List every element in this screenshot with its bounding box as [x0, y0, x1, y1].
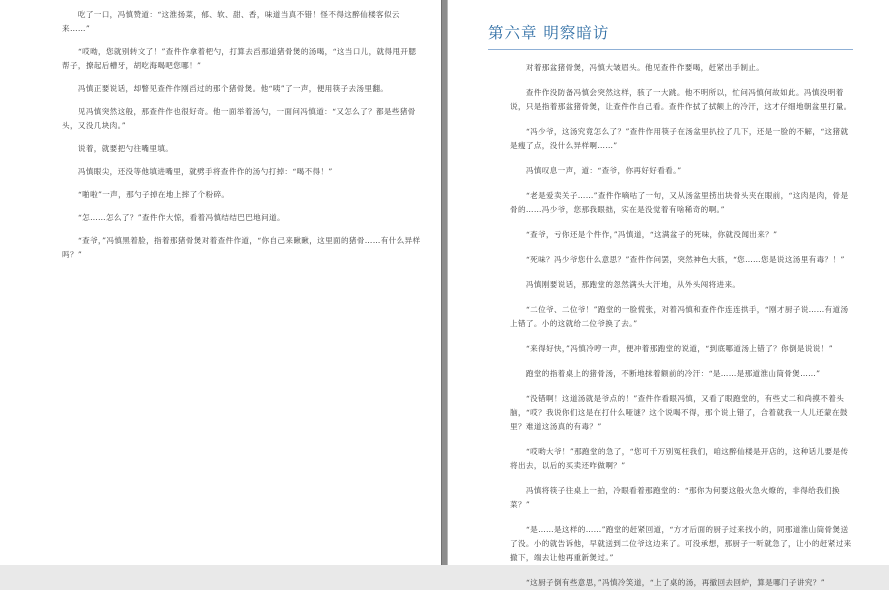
paragraph: 冯慎眼尖，还没等他填进嘴里，就劈手将查件作的汤勺打掉：“喝不得！” — [62, 167, 333, 176]
paragraph: “查爷，亏你还是个件作，”冯慎道，“这满盆子的死味，你就没闻出来？” — [510, 230, 778, 239]
paragraph: “没错啊！这道汤就是爷点的！”查件作看眼冯慎，又看了眼跑堂的，有些丈二和尚摸不着头脑，“哎？我说你们这是在打什么哑谜？这个说喝不得，那个说上错了，合着就我一人儿还蒙在鼓里？难道这汤真的有毒？” — [510, 394, 848, 431]
paragraph: “啪啦”一声，那勺子掉在地上摔了个粉碎。 — [62, 190, 230, 199]
paragraph: 冯慎正要说话，却瞥见查件作刚舀过的那个猪骨煲。他“咦”了一声，便用筷子去汤里翻。 — [62, 84, 389, 93]
paragraph: 冯慎刚要说话，那跑堂的忽然满头大汗地，从外头闯将进来。 — [510, 280, 741, 289]
paragraph: “二位爷、二位爷！”跑堂的一脸慌张，对着冯慎和查件作连连拱手，“刚才厨子说……有道汤上错了。小的这就给二位爷换了去。” — [510, 305, 849, 328]
paragraph: “查爷，”冯慎黑着脸，指着那猪骨煲对着查件作道，“你自己来瞅瞅，这里面的猪骨……有什么异样吗？” — [62, 236, 421, 259]
paragraph: 冯慎叹息一声，道：“查爷，你再好好看看。” — [510, 166, 682, 175]
paragraph: “死味？冯少爷您什么意思？”查件作问罢，突然神色大骇，“您……您是说这汤里有毒？！” — [510, 255, 845, 264]
paragraph: 跑堂的指着桌上的猪骨汤，不断地抹着额前的冷汗：“是……是那道淮山筒骨煲……” — [510, 369, 821, 378]
right-page — [448, 0, 889, 587]
paragraph: “这厨子倒有些意思，”冯慎冷笑道，“上了桌的汤，再撤回去回炉，算是哪门子讲究？” — [510, 578, 825, 587]
paragraph: 查件作没防备冯慎会突然这样，骇了一大跳。他不明所以，忙问冯慎何故如此。冯慎没明着说，只是指着那盆猪骨煲，让查件作自己看。查件作拭了拭额上的冷汗，这才仔细地朝盆里打量。 — [510, 88, 852, 111]
paragraph: “怎……怎么了？”查件作大惊，看着冯慎结结巴巴地问道。 — [62, 213, 285, 222]
paragraph: “哎哟大爷！”那跑堂的急了，“您可千万别冤枉我们，咱这醉仙楼是开店的，这种话儿要是传将出去，以后的买卖还咋做啊？” — [510, 447, 849, 470]
paragraph: “冯少爷，这汤究竟怎么了？”查件作用筷子在汤盆里扒拉了几下，还是一脸的不解，“这猪就是瘦了点，没什么异样啊……” — [510, 127, 849, 150]
paragraph: 冯慎将筷子往桌上一拍，冷眼看着那跑堂的：“那你为何要这般火急火燎的，非得给我们换菜？” — [510, 486, 840, 509]
paragraph: “老是爱卖关子……”查件作嘀咕了一句，又从汤盆里捞出块骨头夹在眼前，“这肉是肉，骨是骨的……冯少爷，您那我眼拙，实在是没觉着有啥稀奇的啊。” — [510, 191, 849, 214]
paragraph: “哎呦，您就别转文了！”查件作拿着杷勺，打算去舀那道猪骨煲的汤喝，“这当口儿，就得甩开腮帮子，撩起后槽牙，胡吃海喝吧您哪！” — [62, 47, 417, 70]
page-gutter — [441, 0, 448, 565]
paragraph: “是……是这样的……”跑堂的赶紧回道，“方才后面的厨子过来找小的，同那道淮山筒骨煲送了没。小的就告诉他，早就送到二位爷这边来了。可没承想，那厨子一听就急了，让小的赶紧过来撤下，端去让他再重新煲过。” — [510, 525, 852, 562]
title-divider — [488, 49, 853, 50]
paragraph: 说着，就要把勺往嘴里填。 — [62, 144, 174, 153]
paragraph: 见冯慎突然这般，那查件作也很好奇。他一面举着汤勺，一面问冯慎道：“又怎么了？都是些猪骨头，又没几块肉。” — [62, 107, 416, 130]
left-page — [0, 0, 441, 565]
chapter-title: 第六章 明察暗访 — [488, 24, 610, 42]
paragraph: 对着那盆猪骨煲，冯慎大皱眉头。他见查件作要喝，赶紧出手制止。 — [510, 63, 765, 72]
paragraph: “来得好快，”冯慎冷哼一声，便冲着那跑堂的说道，“到底哪道汤上错了？你倒是说说！” — [510, 344, 833, 353]
paragraph: 吃了一口，冯慎赞道：“这淮扬菜，郁、软、甜、香，味道当真不错！怪不得这醉仙楼客似云来……” — [62, 10, 400, 33]
